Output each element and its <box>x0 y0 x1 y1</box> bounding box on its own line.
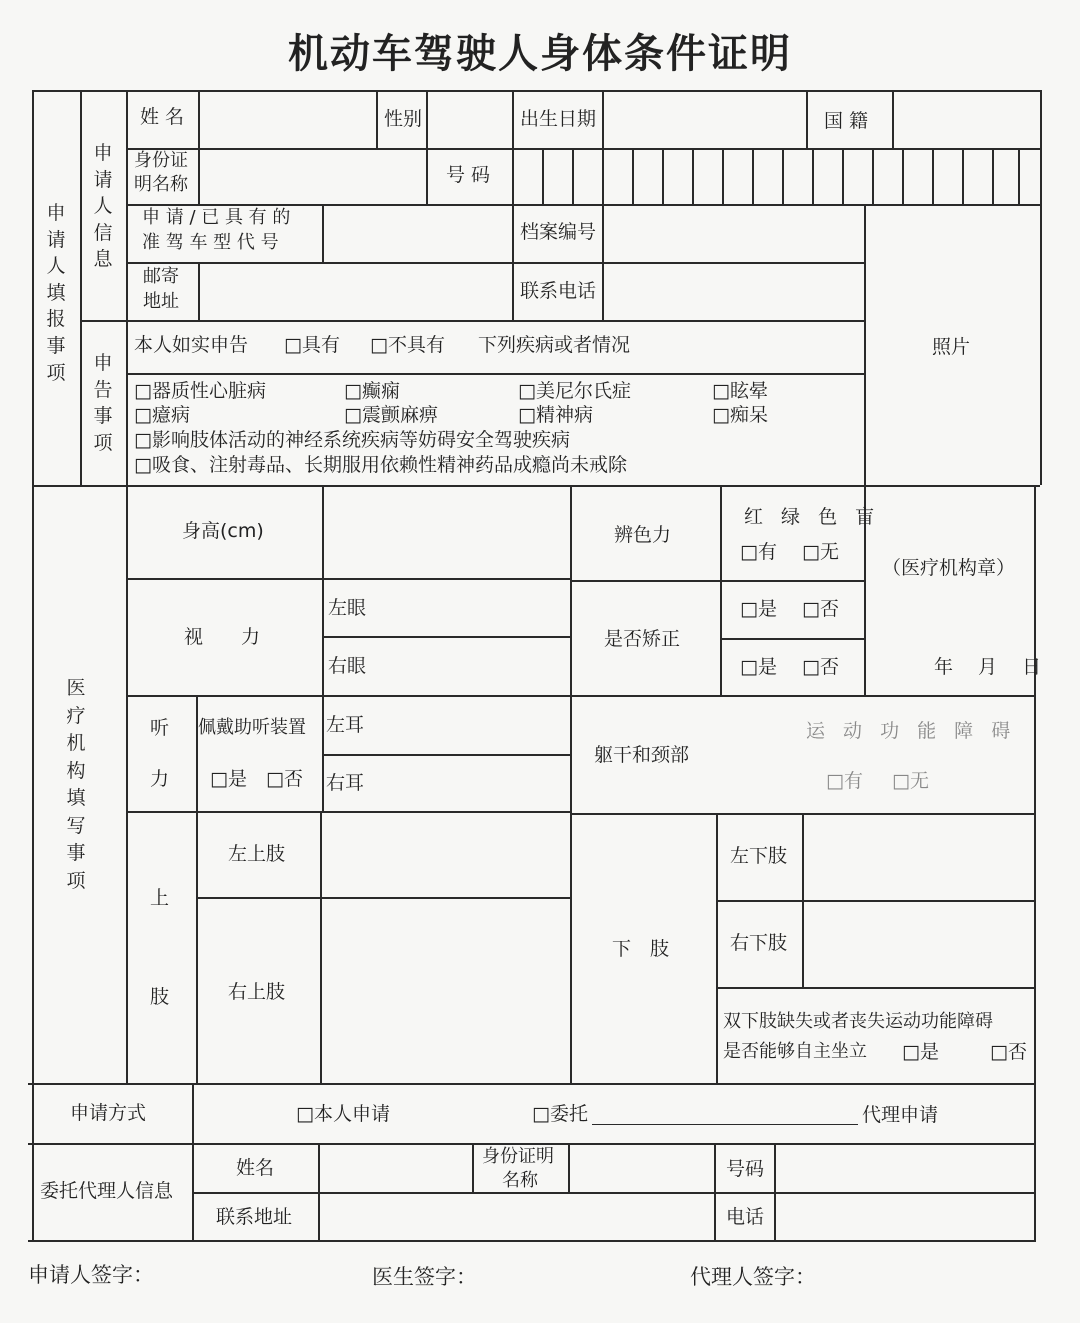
condition-neuro-disease-checkbox[interactable]: □影响肢体活动的神经系统疾病等妨碍安全驾驶疾病 <box>134 429 570 451</box>
label-trunk-neck: 躯干和颈部 <box>594 744 690 766</box>
label-vision: 视 力 <box>184 626 261 648</box>
condition-parkinson-checkbox[interactable]: □震颤麻痹 <box>344 404 438 426</box>
medical-stamp-label: （医疗机构章） <box>882 557 1016 579</box>
label-corrected: 是否矫正 <box>604 628 681 650</box>
declaration-has-not-checkbox[interactable]: □不具有 <box>370 334 445 356</box>
label-agent-number: 号码 <box>726 1158 765 1180</box>
label-left-ear: 左耳 <box>326 714 365 736</box>
condition-epilepsy-checkbox[interactable]: □癫痫 <box>344 380 400 402</box>
condition-heart-disease-checkbox[interactable]: □器质性心脏病 <box>134 380 266 402</box>
label-agent-address: 联系地址 <box>216 1206 293 1228</box>
label-hearing-aid: 佩戴助听装置 <box>198 717 306 738</box>
section-applicant-label: 申请人填报事项 <box>46 202 66 384</box>
label-right-eye: 右眼 <box>328 655 367 677</box>
label-file-no: 档案编号 <box>520 221 597 243</box>
applicant-signature-label: 申请人签字： <box>28 1263 154 1287</box>
declaration-suffix: 下列疾病或者情况 <box>478 334 631 356</box>
declaration-has-checkbox[interactable]: □具有 <box>284 334 340 356</box>
label-agent-info: 委托代理人信息 <box>40 1180 174 1202</box>
color-blind-no-checkbox[interactable]: □无 <box>802 541 839 563</box>
sit-yes-checkbox[interactable]: □是 <box>902 1041 939 1063</box>
condition-vertigo-checkbox[interactable]: □眩晕 <box>712 380 768 402</box>
label-height: 身高(cm) <box>182 520 264 542</box>
apply-entrust-checkbox[interactable]: □委托 <box>532 1103 588 1125</box>
declaration-intro: 本人如实申告 <box>134 334 249 356</box>
condition-dementia-checkbox[interactable]: □痴呆 <box>712 404 768 426</box>
stamp-date: 年 月 日 <box>934 656 1042 678</box>
label-agent-apply: 代理申请 <box>862 1104 939 1126</box>
hearing-aid-no-checkbox[interactable]: □否 <box>266 768 303 790</box>
motor-dysfunction-yes-checkbox[interactable]: □有 <box>826 770 863 792</box>
condition-drug-addiction-checkbox[interactable]: □吸食、注射毒品、长期服用依赖性精神药品成瘾尚未戒除 <box>134 454 627 476</box>
agent-signature-label: 代理人签字： <box>690 1265 816 1289</box>
label-application-method: 申请方式 <box>70 1102 147 1124</box>
label-phone: 联系电话 <box>520 280 597 302</box>
label-nationality: 国 籍 <box>824 110 869 132</box>
label-vehicle-type-line2: 准 驾 车 型 代 号 <box>142 232 279 253</box>
photo-area-label: 照片 <box>932 336 971 358</box>
label-agent-phone: 电话 <box>726 1206 765 1228</box>
label-right-lower-limb: 右下肢 <box>730 932 788 954</box>
label-id-doc-line1: 身份证 <box>134 150 188 171</box>
hearing-aid-yes-checkbox[interactable]: □是 <box>210 768 247 790</box>
label-address-line2: 地址 <box>143 291 179 312</box>
label-color-blind: 红 绿 色 盲 <box>744 506 881 528</box>
section-applicant-info-label: 申请人信息 <box>93 142 113 271</box>
label-left-eye: 左眼 <box>328 597 367 619</box>
motor-dysfunction-no-checkbox[interactable]: □无 <box>892 770 929 792</box>
label-hearing-2: 力 <box>150 768 170 790</box>
label-upper-limb-1: 上 <box>150 887 170 909</box>
left-corrected-no-checkbox[interactable]: □否 <box>802 598 839 620</box>
label-id-doc-line2: 明名称 <box>134 174 188 195</box>
condition-hysteria-checkbox[interactable]: □癔病 <box>134 404 190 426</box>
section-declaration-label: 申告事项 <box>93 352 113 454</box>
sit-no-checkbox[interactable]: □否 <box>990 1041 1027 1063</box>
label-agent-name: 姓名 <box>236 1157 275 1179</box>
apply-self-checkbox[interactable]: □本人申请 <box>296 1103 390 1125</box>
doctor-signature-label: 医生签字： <box>372 1265 477 1289</box>
condition-meniere-checkbox[interactable]: □美尼尔氏症 <box>518 380 631 402</box>
label-id-number: 号 码 <box>446 164 491 186</box>
label-birth-date: 出生日期 <box>520 108 597 130</box>
left-corrected-yes-checkbox[interactable]: □是 <box>740 598 777 620</box>
label-hearing-1: 听 <box>150 717 170 739</box>
label-lower-limb: 下 肢 <box>612 938 670 960</box>
color-blind-yes-checkbox[interactable]: □有 <box>740 541 777 563</box>
right-corrected-no-checkbox[interactable]: □否 <box>802 656 839 678</box>
label-color-vision: 辨色力 <box>614 524 672 546</box>
label-agent-id-line1: 身份证明 <box>482 1146 554 1167</box>
label-sit-question-line2: 是否能够自主坐立 <box>723 1041 867 1062</box>
label-gender: 性别 <box>384 108 423 130</box>
label-right-upper-limb: 右上肢 <box>228 981 286 1003</box>
label-left-upper-limb: 左上肢 <box>228 843 286 865</box>
label-sit-question-line1: 双下肢缺失或者丧失运动功能障碍 <box>723 1011 993 1032</box>
label-left-lower-limb: 左下肢 <box>730 845 788 867</box>
label-name: 姓 名 <box>140 106 185 128</box>
label-motor-dysfunction: 运 动 功 能 障 碍 <box>806 720 1017 742</box>
label-agent-id-line2: 名称 <box>502 1170 538 1191</box>
label-vehicle-type-line1: 申 请 / 已 具 有 的 <box>142 207 291 228</box>
form-title: 机动车驾驶人身体条件证明 <box>288 30 792 77</box>
label-address-line1: 邮寄 <box>143 266 179 287</box>
right-corrected-yes-checkbox[interactable]: □是 <box>740 656 777 678</box>
section-medical-label: 医疗机构填写事项 <box>66 677 86 892</box>
condition-mental-illness-checkbox[interactable]: □精神病 <box>518 404 593 426</box>
label-right-ear: 右耳 <box>326 772 365 794</box>
label-upper-limb-2: 肢 <box>150 986 170 1008</box>
